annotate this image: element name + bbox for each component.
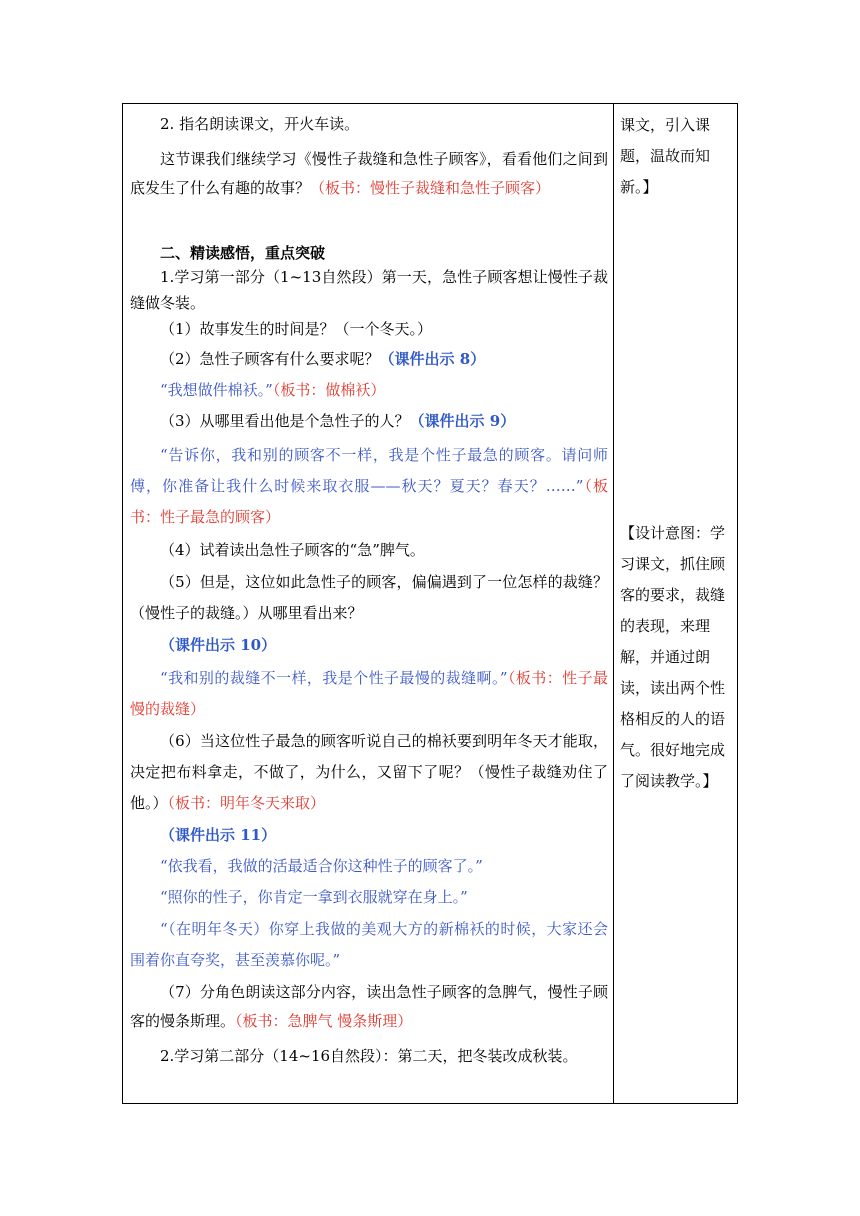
quote-2-text: “告诉你，我和别的顾客不一样，我是个性子最急的顾客。请问师傅，你准备让我什么时候来取衣服——秋天？夏天？春天？……”: [130, 446, 608, 495]
question-3-text: （3）从哪里看出他是个急性子的人？: [160, 412, 410, 430]
quote-1-text: “我想做件棉袄。”: [160, 381, 273, 399]
paragraph-read-aloud: 2. 指名朗读课文，开火车读。: [160, 115, 360, 133]
board-note-coat: （板书：做棉袄）: [272, 381, 386, 399]
column-divider: [613, 103, 614, 1104]
intro-text: 这节课我们继续学习《慢性子裁缝和急性子顾客》，看看他们之间到底发生了什么有趣的故事？: [130, 150, 608, 197]
question-7: [130, 978, 608, 1036]
question-6: [130, 726, 608, 819]
board-note-customer: （板书：性子最急的顾客）: [130, 477, 608, 526]
paragraph-part-two: 2.学习第二部分（14~16自然段）：第二天，把冬装改成秋装。: [160, 1047, 578, 1065]
question-3: [130, 407, 608, 436]
quote-6: “（在明年冬天）你穿上我做的美观大方的新棉袄的时候，大家还会围着你直夸奖，甚至羡慕你呢。”: [130, 920, 608, 969]
paragraph-intro: [130, 145, 608, 203]
question-7-text: （7）分角色朗读这部分内容，读出急性子顾客的急脾气，慢性子顾客的慢条斯理。: [130, 983, 608, 1030]
quote-4: “依我看，我做的活最适合你这种性子的顾客了。”: [160, 857, 483, 875]
quote-tailor: [130, 663, 608, 725]
slide-ref-11: （课件出示 11）: [160, 826, 277, 844]
slide-ref-9: （课件出示 9）: [409, 412, 516, 430]
slide-ref-8: （课件出示 8）: [379, 350, 486, 368]
note-review: 课文，引入课题，温故而知新。】: [620, 116, 711, 196]
board-note-title: （板书：慢性子裁缝和急性子顾客）: [310, 179, 551, 197]
question-1: （1）故事发生的时间是？（一个冬天。）: [160, 320, 433, 338]
section-heading: 二、精读感悟，重点突破: [160, 244, 326, 262]
note-design-intent: 【设计意图：学习课文，抓住顾客的要求，裁缝的表现，来理解，并通过朗读，读出两个性格相反的人的语气。很好地完成了阅读教学。】: [620, 524, 726, 790]
board-note-temper: （板书：急脾气 慢条斯理）: [235, 1012, 413, 1030]
board-note-tailor: （板书：性子最慢的裁缝）: [130, 669, 608, 718]
question-2-text: （2）急性子顾客有什么要求呢？: [160, 350, 380, 368]
quote-cotton-coat: [130, 376, 608, 405]
quote-5: “照你的性子，你肯定一拿到衣服就穿在身上。”: [160, 888, 468, 906]
question-2: [130, 345, 608, 374]
quote-3-text: “我和别的裁缝不一样，我是个性子最慢的裁缝啊。”: [160, 669, 508, 687]
question-5: （5）但是，这位如此急性子的顾客，偏偏遇到了一位怎样的裁缝？（慢性子的裁缝。）从哪里看出来？: [130, 573, 608, 622]
question-6-text: （6）当这位性子最急的顾客听说自己的棉袄要到明年冬天才能取，决定把布料拿走，不做了，为什么，又留下了呢？（慢性子裁缝劝住了他。）: [130, 732, 608, 812]
paragraph-part-one: 1.学习第一部分（1~13自然段）第一天，急性子顾客想让慢性子裁缝做冬装。: [130, 268, 608, 312]
slide-ref-10: （课件出示 10）: [160, 636, 277, 654]
question-4: （4）试着读出急性子顾客的“急”脾气。: [160, 541, 425, 559]
board-note-next-winter: （板书：明年冬天来取）: [167, 794, 326, 812]
quote-customer: [130, 440, 608, 533]
